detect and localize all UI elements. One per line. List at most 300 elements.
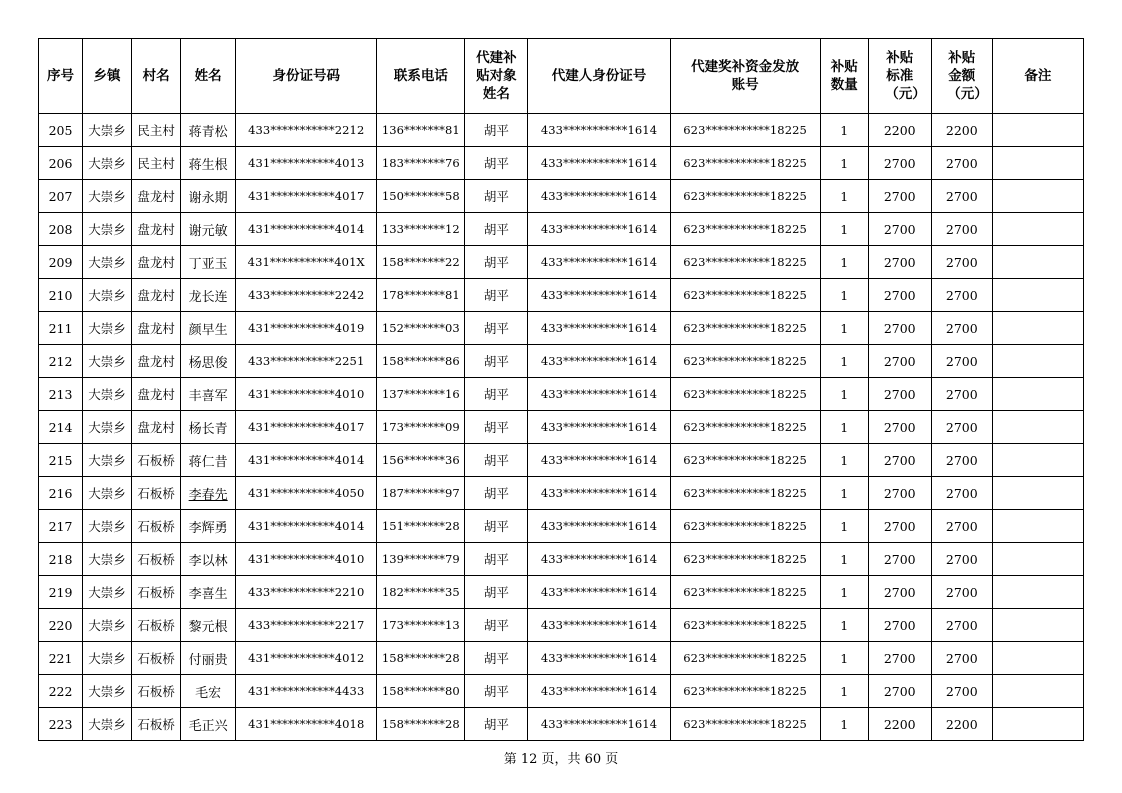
cell-account-text: 623***********18225 [683, 321, 807, 335]
cell-no [39, 279, 83, 312]
cell-amount [931, 213, 992, 246]
cell-standard-text: 2700 [883, 452, 916, 468]
header-id-number-label: 身份证号码 [272, 68, 340, 84]
cell-qty [820, 477, 868, 510]
cell-standard-text: 2700 [883, 254, 916, 270]
cell-town [83, 378, 132, 411]
cell-town-text: 大崇乡 [88, 717, 126, 732]
cell-standard-text: 2700 [883, 683, 916, 699]
cell-name [181, 114, 236, 147]
cell-town-text: 大崇乡 [88, 585, 126, 600]
cell-id-number-text: 431***********4014 [248, 222, 365, 236]
cell-no-text: 218 [48, 551, 73, 567]
cell-remark [992, 543, 1083, 576]
cell-amount [931, 642, 992, 675]
cell-remark [992, 213, 1083, 246]
cell-name-text: 李辉勇 [188, 520, 228, 536]
page-footer: 第 12 页，共 60 页 [503, 752, 619, 767]
cell-no [39, 642, 83, 675]
cell-account-text: 623***********18225 [683, 453, 807, 467]
cell-proxy-id [528, 576, 670, 609]
cell-village-text: 盘龙村 [137, 387, 175, 402]
cell-account [670, 279, 820, 312]
cell-phone-text: 173*******09 [381, 420, 460, 434]
cell-qty-text: 1 [840, 320, 849, 336]
cell-account-text: 623***********18225 [683, 387, 807, 401]
cell-village-text: 盘龙村 [137, 420, 175, 435]
cell-id-number-text: 431***********4014 [248, 519, 365, 533]
cell-proxy-name-text: 胡平 [483, 717, 509, 732]
cell-phone-text: 183*******76 [381, 156, 460, 170]
cell-qty [820, 609, 868, 642]
cell-standard [868, 576, 931, 609]
cell-amount-text: 2700 [945, 188, 978, 204]
cell-phone [377, 246, 465, 279]
cell-amount [931, 543, 992, 576]
cell-proxy-name [465, 279, 528, 312]
cell-name [181, 576, 236, 609]
cell-remark [992, 477, 1083, 510]
cell-village [132, 411, 181, 444]
cell-standard-text: 2700 [883, 353, 916, 369]
cell-no-text: 207 [48, 188, 73, 204]
cell-remark [992, 180, 1083, 213]
cell-qty [820, 543, 868, 576]
cell-qty-text: 1 [840, 716, 849, 732]
cell-no-text: 222 [48, 683, 73, 699]
cell-name [181, 708, 236, 741]
cell-village-text: 石板桥 [137, 552, 175, 567]
cell-proxy-name [465, 675, 528, 708]
cell-village-text: 盘龙村 [137, 189, 175, 204]
cell-no [39, 114, 83, 147]
cell-account [670, 114, 820, 147]
cell-id-number [236, 477, 377, 510]
cell-amount-text: 2700 [945, 518, 978, 534]
cell-account [670, 246, 820, 279]
cell-qty [820, 444, 868, 477]
cell-village [132, 708, 181, 741]
cell-amount-text: 2700 [945, 584, 978, 600]
cell-remark [992, 147, 1083, 180]
table-row [39, 510, 1084, 543]
cell-amount-text: 2700 [945, 254, 978, 270]
cell-proxy-name [465, 444, 528, 477]
cell-proxy-id [528, 279, 670, 312]
cell-town-text: 大崇乡 [88, 156, 126, 171]
cell-no [39, 180, 83, 213]
cell-town-text: 大崇乡 [88, 222, 126, 237]
cell-village-text: 盘龙村 [137, 354, 175, 369]
cell-proxy-name [465, 345, 528, 378]
cell-proxy-name-text: 胡平 [483, 486, 509, 501]
cell-id-number [236, 114, 377, 147]
header-proxy-id-label: 代建人身份证号 [551, 68, 647, 84]
cell-amount-text: 2700 [945, 683, 978, 699]
cell-proxy-id-text: 433***********1614 [540, 552, 658, 566]
cell-town [83, 213, 132, 246]
cell-name [181, 312, 236, 345]
cell-town [83, 543, 132, 576]
cell-account-text: 623***********18225 [683, 618, 807, 632]
cell-phone [377, 180, 465, 213]
cell-qty [820, 246, 868, 279]
cell-name-text: 付丽贵 [188, 652, 228, 668]
cell-id-number-text: 431***********401X [247, 255, 365, 269]
cell-town-text: 大崇乡 [88, 189, 126, 204]
cell-account-text: 623***********18225 [683, 486, 807, 500]
cell-id-number [236, 345, 377, 378]
table-row [39, 345, 1084, 378]
cell-standard-text: 2700 [883, 518, 916, 534]
header-account-label: 代建奖补资金发放账号 [691, 59, 800, 93]
cell-account-text: 623***********18225 [683, 684, 807, 698]
cell-account-text: 623***********18225 [683, 717, 807, 731]
cell-phone-text: 158*******80 [381, 684, 460, 698]
cell-phone [377, 576, 465, 609]
cell-proxy-name-text: 胡平 [483, 453, 509, 468]
cell-account [670, 378, 820, 411]
cell-account [670, 180, 820, 213]
cell-qty-text: 1 [840, 254, 849, 270]
cell-proxy-name [465, 609, 528, 642]
cell-standard-text: 2700 [883, 221, 916, 237]
cell-amount [931, 147, 992, 180]
cell-proxy-name-text: 胡平 [483, 684, 509, 699]
cell-id-number [236, 411, 377, 444]
cell-proxy-name [465, 312, 528, 345]
cell-standard-text: 2700 [883, 584, 916, 600]
cell-remark [992, 312, 1083, 345]
cell-phone-text: 152*******03 [381, 321, 460, 335]
cell-standard-text: 2700 [883, 551, 916, 567]
cell-id-number [236, 708, 377, 741]
cell-amount [931, 576, 992, 609]
cell-town [83, 411, 132, 444]
cell-proxy-id-text: 433***********1614 [540, 354, 658, 368]
cell-town [83, 279, 132, 312]
cell-town [83, 180, 132, 213]
cell-id-number [236, 576, 377, 609]
cell-id-number-text: 433***********2217 [248, 618, 365, 632]
cell-proxy-id [528, 444, 670, 477]
cell-phone [377, 114, 465, 147]
cell-account [670, 576, 820, 609]
cell-standard-text: 2700 [883, 287, 916, 303]
cell-phone-text: 133*******12 [381, 222, 460, 236]
cell-amount-text: 2700 [945, 155, 978, 171]
cell-town-text: 大崇乡 [88, 651, 126, 666]
header-qty-label: 补贴数量 [830, 59, 858, 93]
cell-account-text: 623***********18225 [683, 189, 807, 203]
table-row [39, 279, 1084, 312]
cell-village-text: 石板桥 [137, 453, 175, 468]
cell-proxy-id-text: 433***********1614 [540, 123, 658, 137]
cell-no [39, 477, 83, 510]
cell-no-text: 205 [48, 122, 73, 138]
cell-proxy-id [528, 675, 670, 708]
cell-proxy-name [465, 510, 528, 543]
cell-village-text: 石板桥 [137, 585, 175, 600]
table-row [39, 411, 1084, 444]
cell-name-text: 谢永期 [188, 190, 228, 206]
cell-amount [931, 345, 992, 378]
cell-proxy-id [528, 180, 670, 213]
cell-phone [377, 444, 465, 477]
cell-no-text: 216 [48, 485, 73, 501]
cell-proxy-id-text: 433***********1614 [540, 717, 658, 731]
cell-no-text: 221 [48, 650, 73, 666]
cell-id-number [236, 246, 377, 279]
cell-proxy-id-text: 433***********1614 [540, 189, 658, 203]
cell-phone [377, 279, 465, 312]
cell-amount-text: 2700 [945, 617, 978, 633]
cell-id-number [236, 312, 377, 345]
cell-town [83, 510, 132, 543]
cell-account [670, 345, 820, 378]
cell-phone [377, 345, 465, 378]
cell-proxy-id [528, 477, 670, 510]
cell-standard-text: 2700 [883, 419, 916, 435]
cell-phone [377, 411, 465, 444]
cell-id-number-text: 431***********4013 [248, 156, 365, 170]
cell-remark [992, 576, 1083, 609]
cell-phone-text: 182*******35 [381, 585, 460, 599]
cell-account-text: 623***********18225 [683, 156, 807, 170]
cell-proxy-name [465, 180, 528, 213]
cell-account-text: 623***********18225 [683, 354, 807, 368]
cell-name-text: 李喜生 [188, 586, 228, 602]
cell-town [83, 444, 132, 477]
cell-phone-text: 139*******79 [381, 552, 460, 566]
cell-proxy-id-text: 433***********1614 [540, 453, 658, 467]
cell-proxy-name [465, 642, 528, 675]
table-body [39, 114, 1084, 741]
cell-account-text: 623***********18225 [683, 255, 807, 269]
cell-town-text: 大崇乡 [88, 420, 126, 435]
cell-village [132, 642, 181, 675]
cell-village-text: 石板桥 [137, 519, 175, 534]
cell-phone [377, 609, 465, 642]
cell-phone-text: 136*******81 [381, 123, 460, 137]
cell-name [181, 279, 236, 312]
cell-no-text: 209 [48, 254, 73, 270]
cell-name [181, 642, 236, 675]
header-id-number [236, 39, 377, 114]
cell-id-number [236, 642, 377, 675]
cell-account [670, 609, 820, 642]
cell-remark [992, 609, 1083, 642]
header-proxy-name-label: 代建补贴对象姓名 [476, 50, 517, 102]
cell-amount [931, 114, 992, 147]
cell-proxy-id [528, 213, 670, 246]
cell-name-text: 蒋青松 [188, 124, 228, 140]
cell-no [39, 444, 83, 477]
cell-amount-text: 2700 [945, 353, 978, 369]
cell-town-text: 大崇乡 [88, 288, 126, 303]
cell-standard-text: 2700 [883, 617, 916, 633]
cell-town [83, 576, 132, 609]
cell-phone-text: 158*******28 [381, 651, 460, 665]
cell-town [83, 147, 132, 180]
cell-qty-text: 1 [840, 650, 849, 666]
cell-village-text: 民主村 [137, 156, 175, 171]
cell-remark [992, 444, 1083, 477]
cell-proxy-id-text: 433***********1614 [540, 585, 658, 599]
cell-name-text: 颜早生 [188, 322, 228, 338]
cell-standard [868, 543, 931, 576]
cell-name [181, 378, 236, 411]
cell-village [132, 114, 181, 147]
table-row [39, 312, 1084, 345]
cell-town [83, 345, 132, 378]
cell-qty [820, 576, 868, 609]
cell-town [83, 246, 132, 279]
cell-no [39, 246, 83, 279]
cell-id-number [236, 147, 377, 180]
header-row [39, 39, 1084, 114]
cell-name-text: 杨长青 [188, 421, 228, 437]
cell-qty [820, 114, 868, 147]
cell-name-text: 丁亚玉 [188, 256, 228, 272]
cell-phone [377, 642, 465, 675]
cell-town [83, 312, 132, 345]
cell-amount [931, 708, 992, 741]
cell-qty [820, 180, 868, 213]
cell-proxy-name-text: 胡平 [483, 354, 509, 369]
cell-account [670, 411, 820, 444]
cell-account [670, 312, 820, 345]
cell-standard [868, 180, 931, 213]
cell-no-text: 206 [48, 155, 73, 171]
cell-name [181, 444, 236, 477]
cell-village [132, 444, 181, 477]
cell-proxy-id-text: 433***********1614 [540, 288, 658, 302]
table-row [39, 609, 1084, 642]
cell-account-text: 623***********18225 [683, 288, 807, 302]
cell-account-text: 623***********18225 [683, 651, 807, 665]
cell-name-text: 丰喜军 [188, 388, 228, 404]
cell-phone-text: 178*******81 [381, 288, 460, 302]
table-row [39, 708, 1084, 741]
cell-town-text: 大崇乡 [88, 255, 126, 270]
cell-amount [931, 510, 992, 543]
cell-village-text: 盘龙村 [137, 255, 175, 270]
cell-amount-text: 2700 [945, 386, 978, 402]
cell-standard-text: 2700 [883, 650, 916, 666]
cell-town-text: 大崇乡 [88, 618, 126, 633]
cell-qty [820, 708, 868, 741]
cell-id-number-text: 431***********4433 [248, 684, 365, 698]
cell-town-text: 大崇乡 [88, 519, 126, 534]
cell-id-number [236, 510, 377, 543]
cell-account [670, 708, 820, 741]
cell-account-text: 623***********18225 [683, 585, 807, 599]
cell-town-text: 大崇乡 [88, 486, 126, 501]
cell-standard [868, 213, 931, 246]
cell-id-number-text: 433***********2210 [248, 585, 365, 599]
cell-name [181, 213, 236, 246]
cell-remark [992, 279, 1083, 312]
cell-qty [820, 642, 868, 675]
cell-qty-text: 1 [840, 617, 849, 633]
cell-remark [992, 345, 1083, 378]
cell-remark [992, 411, 1083, 444]
cell-standard [868, 279, 931, 312]
cell-phone [377, 675, 465, 708]
cell-name-text: 谢元敏 [188, 223, 228, 239]
cell-id-number-text: 431***********4010 [248, 552, 365, 566]
cell-no [39, 411, 83, 444]
cell-phone [377, 708, 465, 741]
cell-no [39, 378, 83, 411]
cell-standard-text: 2200 [883, 716, 916, 732]
cell-qty-text: 1 [840, 155, 849, 171]
cell-id-number-text: 433***********2251 [248, 354, 365, 368]
cell-no-text: 223 [48, 716, 73, 732]
cell-no-text: 211 [48, 320, 73, 336]
cell-no-text: 217 [48, 518, 73, 534]
cell-qty-text: 1 [840, 584, 849, 600]
cell-qty-text: 1 [840, 485, 849, 501]
cell-village [132, 213, 181, 246]
cell-account-text: 623***********18225 [683, 519, 807, 533]
cell-village-text: 石板桥 [137, 486, 175, 501]
header-phone [377, 39, 465, 114]
cell-standard [868, 345, 931, 378]
cell-standard-text: 2700 [883, 188, 916, 204]
cell-no [39, 543, 83, 576]
cell-name [181, 345, 236, 378]
cell-account [670, 444, 820, 477]
cell-village-text: 石板桥 [137, 684, 175, 699]
cell-name-text: 黎元根 [188, 619, 228, 635]
cell-name [181, 180, 236, 213]
cell-id-number [236, 444, 377, 477]
header-village [132, 39, 181, 114]
cell-proxy-name-text: 胡平 [483, 321, 509, 336]
cell-no-text: 220 [48, 617, 73, 633]
cell-no [39, 708, 83, 741]
cell-proxy-id-text: 433***********1614 [540, 519, 658, 533]
cell-proxy-name [465, 543, 528, 576]
cell-town [83, 642, 132, 675]
cell-phone-text: 173*******13 [381, 618, 460, 632]
cell-phone [377, 510, 465, 543]
cell-village [132, 312, 181, 345]
cell-proxy-name [465, 213, 528, 246]
cell-village-text: 民主村 [137, 123, 175, 138]
cell-amount-text: 2200 [945, 716, 978, 732]
cell-qty [820, 312, 868, 345]
cell-qty-text: 1 [840, 518, 849, 534]
cell-amount [931, 279, 992, 312]
cell-amount [931, 675, 992, 708]
table-row [39, 114, 1084, 147]
cell-proxy-name-text: 胡平 [483, 288, 509, 303]
cell-name [181, 675, 236, 708]
cell-remark [992, 246, 1083, 279]
table-row [39, 180, 1084, 213]
cell-qty-text: 1 [840, 287, 849, 303]
cell-name [181, 411, 236, 444]
cell-amount [931, 444, 992, 477]
cell-amount [931, 312, 992, 345]
cell-village-text: 盘龙村 [137, 288, 175, 303]
cell-no [39, 510, 83, 543]
cell-name-text: 李以林 [188, 553, 228, 569]
cell-qty-text: 1 [840, 419, 849, 435]
